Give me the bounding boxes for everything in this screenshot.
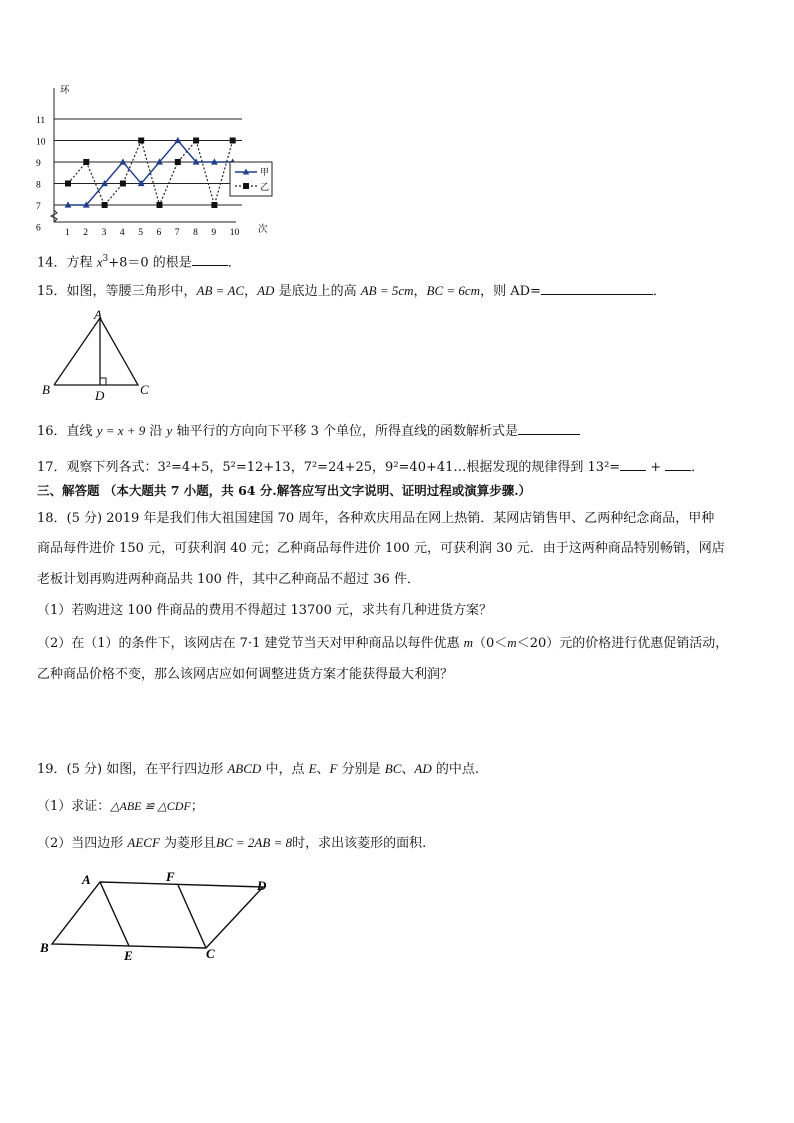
q18-p1: （1）若购进这 100 件商品的费用不得超过 13700 元，求共有几种进货方案？ xyxy=(37,603,492,618)
q19-l1m2: E xyxy=(308,761,317,776)
q15-m4: BC = 6cm xyxy=(426,283,481,298)
x-tick-label: 6 xyxy=(156,228,162,238)
section-3-text: 三、解答题 （本大题共 7 小题，共 64 分.解答应写出文字说明、证明过程或演算步骤.） xyxy=(37,483,532,498)
q14-sup: 3 xyxy=(102,254,109,264)
q14-var: x xyxy=(96,254,103,270)
y-tick-label: 9 xyxy=(36,159,41,169)
x-unit-label: 次 xyxy=(258,225,268,235)
y-tick-label: 8 xyxy=(36,180,41,191)
q19-p2m1: AECF xyxy=(127,835,160,850)
q18-l1: 18．(5 分) 2019 年是我们伟大祖国建国 70 周年，各种欢庆用品在网上热销．某网店销售甲、乙两种纪念商品，甲种 xyxy=(37,511,715,526)
q16-t2: 沿 xyxy=(145,424,167,439)
series-yi-point xyxy=(83,159,89,165)
q17-answer-blank-1[interactable] xyxy=(620,457,646,471)
q15-m1: AB = AC xyxy=(196,283,245,298)
series-yi-point xyxy=(65,181,71,187)
section-3-heading xyxy=(37,482,531,500)
q14-text-b: +8＝0 的根是 xyxy=(108,255,192,271)
q16-m2: y xyxy=(166,423,173,438)
q16-answer-blank[interactable] xyxy=(518,421,580,435)
q18-l3: 老板计划再购进两种商品共 100 件，其中乙种商品不超过 36 件． xyxy=(37,572,420,587)
y-tick-label: 11 xyxy=(36,116,46,126)
legend-yi-label: 乙 xyxy=(260,182,270,192)
q15-end: ． xyxy=(652,284,666,299)
q19-l1m4: BC xyxy=(384,761,402,776)
series-yi-point xyxy=(157,202,163,208)
label-c: C xyxy=(206,946,215,961)
q19-p1a: （1）求证： xyxy=(37,799,111,814)
x-tick-label: 3 xyxy=(101,228,107,238)
q19-l1f: 的中点. xyxy=(431,762,480,777)
q18-line-2 xyxy=(37,540,725,558)
q19-p2b: 为菱形且 xyxy=(159,836,217,851)
legend-yi-marker xyxy=(243,183,249,189)
series-yi-point xyxy=(193,138,199,144)
label-a: A xyxy=(94,308,102,322)
q18-p2m: m xyxy=(463,635,474,650)
q17-answer-blank-2[interactable] xyxy=(665,457,691,471)
segment-fc xyxy=(178,885,206,948)
x-tick-label: 5 xyxy=(138,228,143,238)
right-angle-mark xyxy=(100,378,106,385)
x-tick-label: 4 xyxy=(119,228,125,238)
q19-p2a: （2）当四边形 xyxy=(37,836,128,851)
q16-m1: y = x + 9 xyxy=(96,423,146,438)
question-16 xyxy=(37,421,580,441)
label-a: A xyxy=(82,872,91,887)
q19-p1m: △ABE ≌ △CDF xyxy=(110,799,191,813)
q19-p2m2: BC = 2AB = 8 xyxy=(216,835,293,850)
y-tick-label: 10 xyxy=(36,137,46,148)
q18-p2a: （2）在（1）的条件下，该网店在 7·1 建党节当天对甲种商品以每件优惠 xyxy=(37,636,464,651)
q15-t2: ， xyxy=(244,284,258,299)
chart-legend xyxy=(230,162,272,196)
q19-p2c: 时，求出该菱形的面积. xyxy=(292,836,427,851)
x-tick-label: 10 xyxy=(229,228,240,238)
q15-t5: ，则 AD= xyxy=(480,284,541,299)
x-tick-label: 2 xyxy=(83,228,89,238)
legend-jia-label: 甲 xyxy=(260,167,270,177)
x-tick-label: 9 xyxy=(211,228,217,238)
q19-p1b: ； xyxy=(190,799,204,814)
series-yi-point xyxy=(102,202,108,208)
q19-l1a: 19．(5 分) 如图，在平行四边形 xyxy=(37,762,228,777)
q19-l1b: 中，点 xyxy=(261,762,309,777)
question-17 xyxy=(37,457,704,477)
y-unit-label: 环 xyxy=(60,86,70,96)
q14-answer-blank[interactable] xyxy=(192,252,228,266)
series-yi-point xyxy=(230,138,236,144)
label-d: D xyxy=(257,878,267,893)
triangle-outline xyxy=(54,318,138,385)
segment-ae xyxy=(100,882,129,946)
question-14 xyxy=(37,250,241,272)
series-jia-line xyxy=(68,141,233,206)
label-e: E xyxy=(124,948,133,963)
q18-part-2-cont xyxy=(37,666,453,684)
y-tick-label: 7 xyxy=(36,202,41,212)
q16-t1: 16．直线 xyxy=(37,424,97,439)
q18-p2m2: m xyxy=(507,635,517,650)
q18-l2: 商品每件进价 150 元，可获利润 40 元；乙种商品每件进价 100 元，可获利润 30 元．由于这两种商品特别畅销，网店 xyxy=(37,541,725,556)
q17-end: ． xyxy=(691,460,705,475)
q15-m2: AD xyxy=(257,283,275,298)
label-d: D xyxy=(95,388,105,403)
label-b: B xyxy=(40,940,49,955)
label-b: B xyxy=(42,382,50,397)
series-yi-point xyxy=(211,202,217,208)
x-tick-label: 1 xyxy=(65,228,70,238)
q19-part-2 xyxy=(37,834,426,853)
series-yi-point xyxy=(175,159,181,165)
score-line-chart xyxy=(30,82,280,240)
parallelogram-abcd xyxy=(52,882,263,948)
q15-answer-blank[interactable] xyxy=(541,281,653,295)
x-tick-label: 7 xyxy=(174,228,180,238)
q15-t4: ， xyxy=(413,284,427,299)
q17-plus: + xyxy=(650,460,662,475)
q14-end: ． xyxy=(227,255,241,271)
series-yi-point xyxy=(120,181,126,187)
q19-l1e: 、 xyxy=(401,762,415,777)
q18-p2d: 乙种商品价格不变，那么该网店应如何调整进货方案才能获得最大利润？ xyxy=(37,667,454,682)
q19-l1m1: ABCD xyxy=(227,761,262,776)
series-yi-point xyxy=(138,138,144,144)
x-tick-label: 8 xyxy=(193,228,198,238)
chart-series xyxy=(65,137,237,208)
q19-l1c: 、 xyxy=(316,762,330,777)
q19-l1m5: AD xyxy=(414,761,432,776)
q18-p2b: （0＜ xyxy=(473,636,508,651)
q18-part-2 xyxy=(37,634,728,653)
q19-part-1 xyxy=(37,797,204,816)
question-15 xyxy=(37,281,666,301)
label-f: F xyxy=(166,869,175,884)
triangle-figure xyxy=(36,308,161,403)
q18-line-1 xyxy=(37,510,714,528)
label-c: C xyxy=(140,382,149,397)
q18-part-1 xyxy=(37,602,492,620)
q15-m3: AB = 5cm xyxy=(360,283,414,298)
q19-l1m3: F xyxy=(329,761,338,776)
q18-p2c: ＜20）元的价格进行优惠促销活动， xyxy=(516,636,729,651)
q18-line-3 xyxy=(37,571,420,589)
q15-t3: 是底边上的高 xyxy=(274,284,361,299)
q19-l1d: 分别是 xyxy=(337,762,385,777)
q17-text: 17．观察下列各式：3²=4+5，5²=12+13，7²=24+25，9²=40+41…根据发现的规律得到 13²= xyxy=(37,460,621,475)
y-tick-label: 6 xyxy=(36,223,41,234)
q16-t3: 轴平行的方向向下平移 3 个单位，所得直线的函数解析式是 xyxy=(172,424,518,439)
q19-line-1 xyxy=(37,760,479,779)
parallelogram-figure xyxy=(36,866,276,966)
q14-text-a: 14．方程 xyxy=(37,255,97,271)
q15-t1: 15．如图，等腰三角形中， xyxy=(37,284,197,299)
